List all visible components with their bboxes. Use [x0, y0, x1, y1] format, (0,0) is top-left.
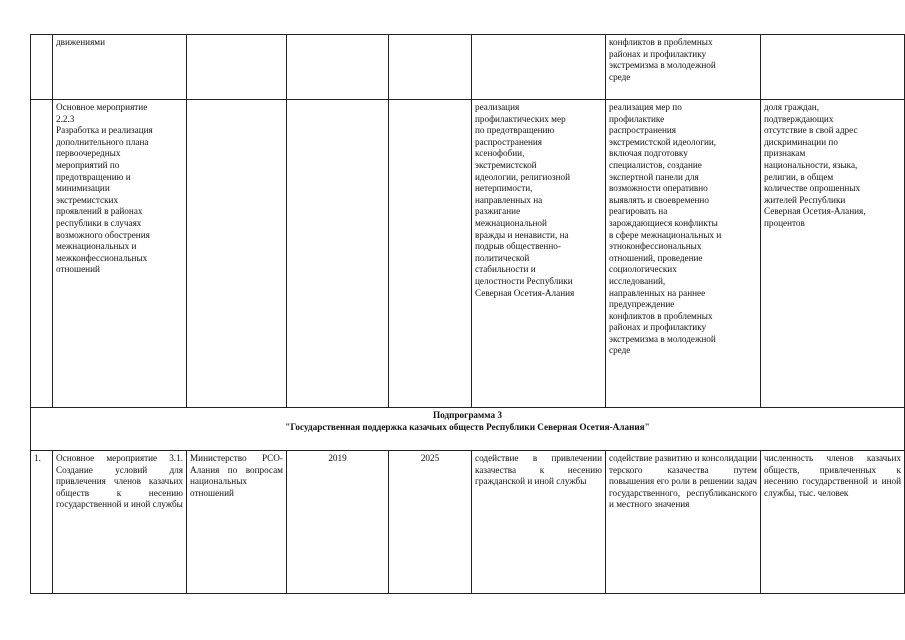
result-cell: содействие в привлечении казачества к несению гражданской и иной службы — [472, 451, 606, 594]
measure-cell: движениями — [53, 35, 187, 100]
indicator-cell: доля граждан, подтверждающих отсутствие в свой адрес дискриминации по признакам национальности, языка, религии, в общем количестве опрошенных жителей Республики Северная Осетия-Алания, процентов — [761, 100, 905, 408]
subprogram-subtitle: "Государственная поддержка казачьих обществ Республики Северная Осетия-Алания" — [285, 421, 650, 432]
table-row — [31, 451, 905, 594]
table-row — [31, 35, 905, 100]
executor-cell — [187, 35, 287, 100]
consequences-cell: конфликтов в проблемных районах и профилактику экстремизма в молодежной среде — [606, 35, 761, 100]
end-year-cell — [389, 35, 472, 100]
start-year-cell — [287, 35, 389, 100]
measure-cell: Основное мероприятие 3.1. Создание условий для привлечения членов казачьих обществ к несению государственной и иной службы — [53, 451, 187, 594]
subprogram-header-row — [31, 408, 905, 451]
subprogram-title: Подпрограмма 3 — [433, 410, 502, 420]
end-year-cell — [389, 100, 472, 408]
indicator-cell: численность членов казачьих обществ, привлеченных к несению государственной и иной службы, тыс. человек — [761, 451, 905, 594]
consequences-cell: реализация мер по профилактике распространения экстремистской идеологии, включая подготовку специалистов, создание экспертной панели для возможности оперативно выявлять и своевременно реагировать на зарождающиеся конфликты в сфере межнациональных и этноконфессиональных отношений, проведение социологических исследований, направленных на раннее предупреждение конфликтов в проблемных районах и профилактику экстремизма в молодежной среде — [606, 100, 761, 408]
indicator-cell — [761, 35, 905, 100]
row-number-cell — [31, 100, 53, 408]
result-cell: реализация профилактических мер по предотвращению распространения ксенофобии, экстремистской идеологии, религиозной нетерпимости, направленных на разжигание межнациональной вражды и ненависти, на подрыв общественно- политической стабильности и целостности Республики Северная Осетия-Алания — [472, 100, 606, 408]
row-number-cell — [31, 35, 53, 100]
measure-cell: Основное мероприятие 2.2.3 Разработка и реализация дополнительного плана первоочередных мероприятий по предотвращению и минимизации экстремистских проявлений в районах республики в случаях возможного обострения межнациональных и межконфессиональных отношений — [53, 100, 187, 408]
executor-cell — [187, 100, 287, 408]
executor-cell: Министерство РСО-Алания по вопросам национальных отношений — [187, 451, 287, 594]
start-year-cell: 2019 — [287, 451, 389, 594]
result-cell — [472, 35, 606, 100]
end-year-cell: 2025 — [389, 451, 472, 594]
start-year-cell — [287, 100, 389, 408]
subprogram-header — [31, 408, 905, 451]
row-number-cell: 1. — [31, 451, 53, 594]
program-table — [30, 34, 905, 594]
consequences-cell: содействие развитию и консолидации терского казачества путем повышения его роли в решении задач государственного, республиканского и местного значения — [606, 451, 761, 594]
table-row — [31, 100, 905, 408]
